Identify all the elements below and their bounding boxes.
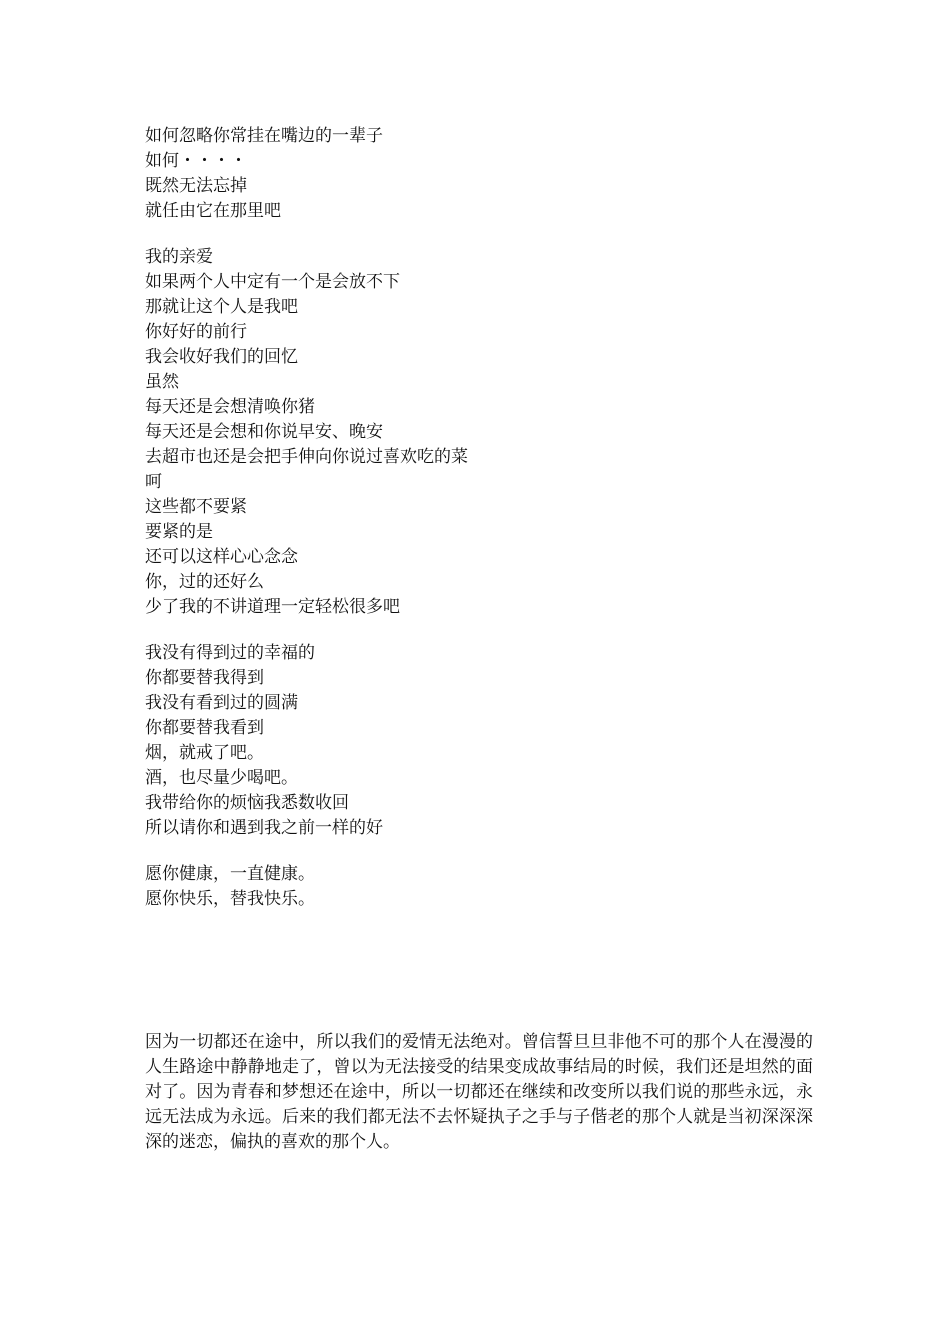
poem-line: 愿你健康，一直健康。 [145, 864, 315, 884]
poem-line: 还可以这样心心念念 [145, 547, 298, 567]
poem-line: 我会收好我们的回忆 [145, 347, 298, 367]
poem-line: 如何・・・・ [145, 151, 247, 171]
poem-line: 你好好的前行 [145, 322, 247, 342]
poem-line: 去超市也还是会把手伸向你说过喜欢吃的菜 [145, 447, 468, 467]
poem-line: 每天还是会想和你说早安、晚安 [145, 422, 383, 442]
poem-stanza [145, 245, 845, 620]
poem-line: 呵 [145, 472, 162, 492]
poem-line: 所以请你和遇到我之前一样的好 [145, 818, 383, 838]
poem-line: 你都要替我得到 [145, 668, 264, 688]
poem-line: 我没有看到过的圆满 [145, 693, 298, 713]
poem-line: 要紧的是 [145, 522, 213, 542]
poem-line: 我的亲爱 [145, 247, 213, 267]
poem-line: 这些都不要紧 [145, 497, 247, 517]
poem-line: 每天还是会想清唤你猪 [145, 397, 315, 417]
poem-stanza [145, 641, 845, 841]
poem-line: 就任由它在那里吧 [145, 201, 281, 221]
poem-stanza [145, 124, 845, 224]
poem-line: 既然无法忘掉 [145, 176, 247, 196]
poem-line: 你，过的还好么 [145, 572, 264, 592]
prose-paragraph: 因为一切都还在途中，所以我们的爱情无法绝对。曾信誓旦旦非他不可的那个人在漫漫的人生路途中静静地走了，曾以为无法接受的结果变成故事结局的时候，我们还是坦然的面对了。因为青春和梦想还在途中，所以一切都还在继续和改变所以我们说的那些永远，永远无法成为永远。后来的我们都无法不去怀疑执子之手与子偕老的那个人就是当初深深深深的迷恋，偏执的喜欢的那个人。 [145, 1032, 813, 1152]
poem-line: 虽然 [145, 372, 179, 392]
poem-line: 如果两个人中定有一个是会放不下 [145, 272, 400, 292]
poem-line: 那就让这个人是我吧 [145, 297, 298, 317]
poem-line: 如何忽略你常挂在嘴边的一辈子 [145, 126, 383, 146]
poem-stanza [145, 862, 845, 912]
poem-line: 我没有得到过的幸福的 [145, 643, 315, 663]
poem-line: 你都要替我看到 [145, 718, 264, 738]
poem-line: 酒，也尽量少喝吧。 [145, 768, 298, 788]
poem-line: 我带给你的烦恼我悉数收回 [145, 793, 349, 813]
poem-line: 烟，就戒了吧。 [145, 743, 264, 763]
poem-line: 愿你快乐，替我快乐。 [145, 889, 315, 909]
poem-line: 少了我的不讲道理一定轻松很多吧 [145, 597, 400, 617]
